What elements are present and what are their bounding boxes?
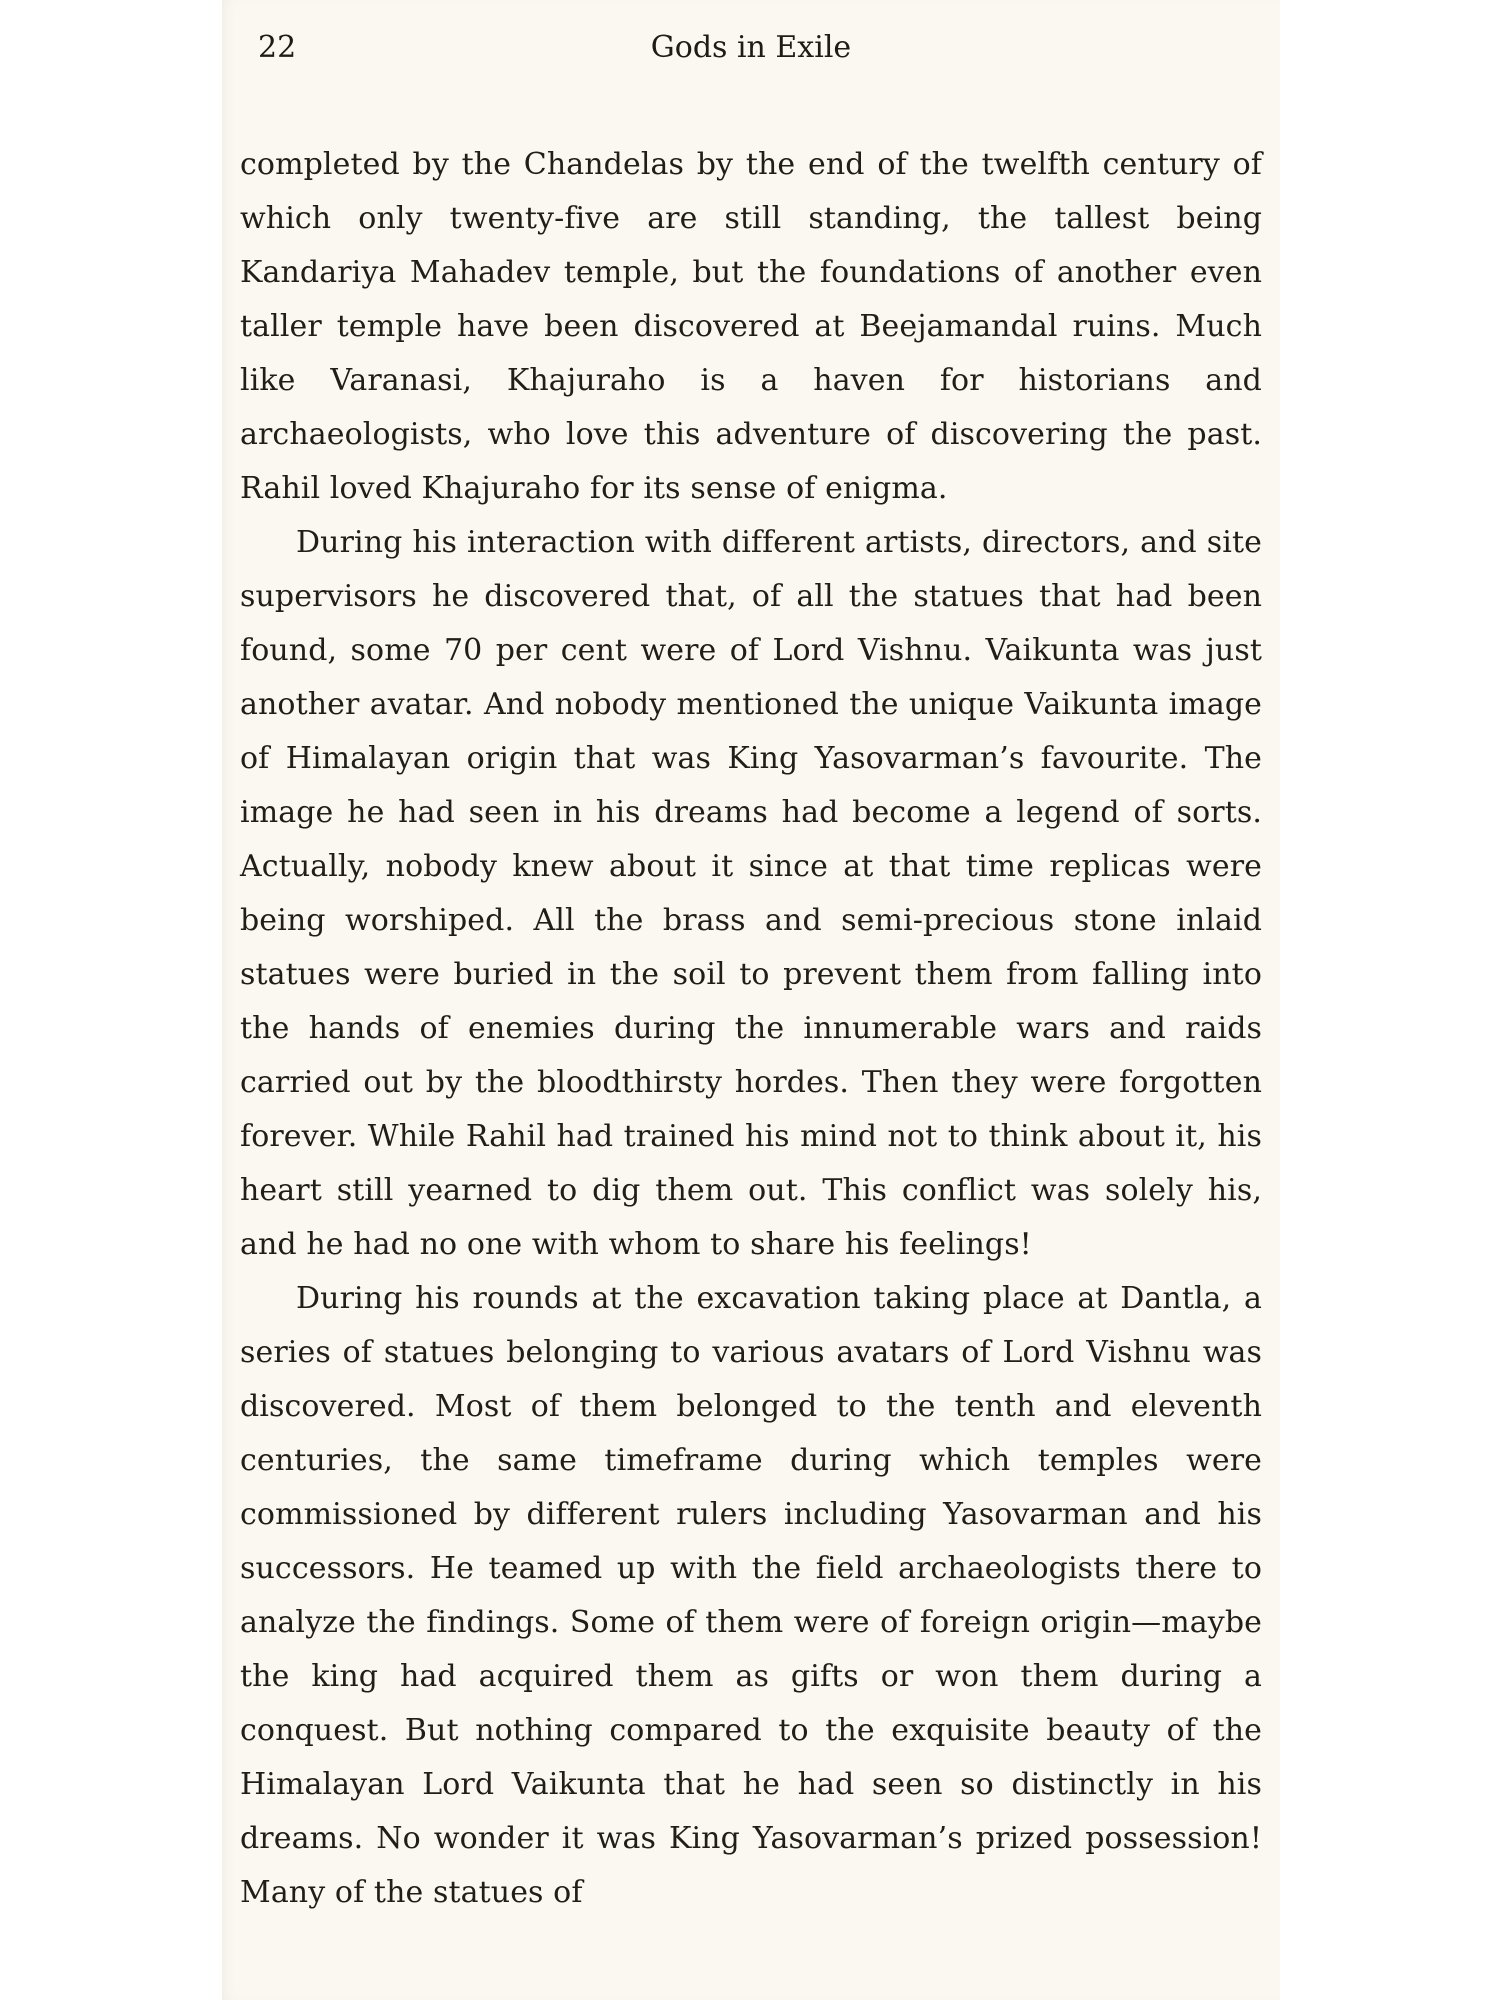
- book-page: [222, 0, 1280, 2000]
- page-header: [240, 28, 1262, 80]
- running-title: Gods in Exile: [650, 30, 852, 65]
- page-number: 22: [258, 30, 297, 65]
- paragraph-2: During his interaction with different artists, directors, and site supervisors he discovered that, of all the statues that had been found, some 70 per cent were of Lord Vishnu. Vaikunta was just another avatar. And nobody mentioned the unique Vaikunta image of Himalayan origin that was King Yasovarman’s favourite. The image he had seen in his dreams had become a legend of sorts. Actually, nobody knew about it since at that time replicas were being worshiped. All the brass and semi-precious stone inlaid statues were buried in the soil to prevent them from falling into the hands of enemies during the innumerable wars and raids carried out by the bloodthirsty hordes. Then they were forgotten forever. While Rahil had trained his mind not to think about it, his heart still yearned to dig them out. This conflict was solely his, and he had no one with whom to share his feelings!: [240, 525, 1262, 1262]
- paragraph-3: During his rounds at the excavation taking place at Dantla, a series of statues belonging to various avatars of Lord Vishnu was discovered. Most of them belonged to the tenth and eleventh centuries, the same timeframe during which temples were commissioned by different rulers including Yasovarman and his successors. He teamed up with the field archaeologists there to analyze the findings. Some of them were of foreign origin—maybe the king had acquired them as gifts or won them during a conquest. But nothing compared to the exquisite beauty of the Himalayan Lord Vaikunta that he had seen so distinctly in his dreams. No wonder it was King Yasovarman’s prized possession! Many of the statues of: [240, 1281, 1262, 1910]
- body-text: [240, 138, 1262, 1920]
- paragraph-1: completed by the Chandelas by the end of the twelfth century of which only twenty-five are still standing, the tallest being Kandariya Mahadev temple, but the foundations of another even taller temple have been discovered at Beejamandal ruins. Much like Varanasi, Khajuraho is a haven for historians and archaeologists, who love this adventure of discovering the past. Rahil loved Khajuraho for its sense of enigma.: [240, 147, 1262, 506]
